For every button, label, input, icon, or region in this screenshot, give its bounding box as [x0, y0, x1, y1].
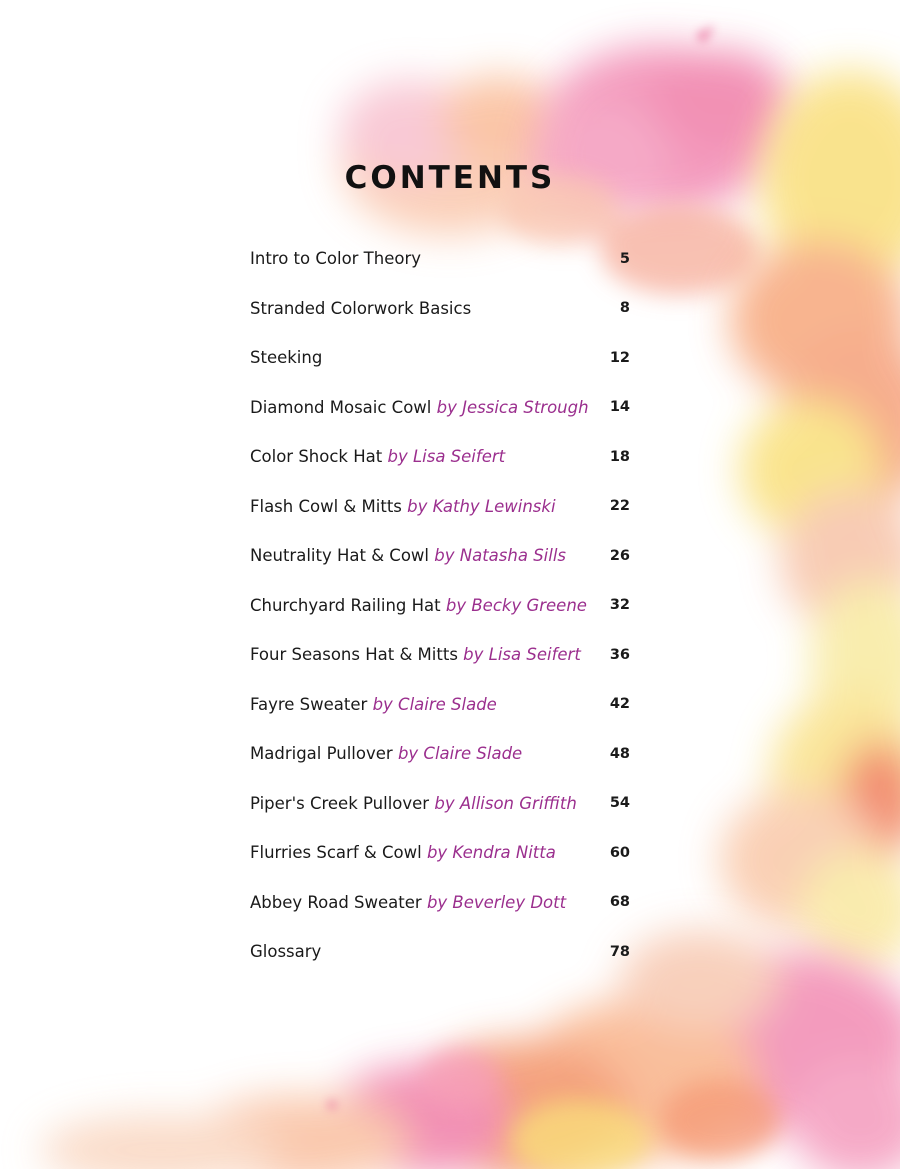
- toc-entry[interactable]: [250, 878, 632, 928]
- toc-entry[interactable]: [250, 482, 632, 532]
- toc-page-number: 68: [609, 894, 630, 911]
- toc-entry-text: [250, 942, 321, 961]
- toc-entry-text: [250, 497, 556, 516]
- toc-page-number: 60: [609, 844, 630, 861]
- toc-entry-author: by Jessica Strough: [436, 397, 589, 417]
- toc-entry-author: by Claire Slade: [397, 744, 523, 764]
- toc-page-number: 12: [609, 349, 630, 366]
- toc-entry-author: by Lisa Seifert: [463, 645, 581, 665]
- toc-entry[interactable]: [250, 680, 632, 730]
- toc-entry-text: [250, 695, 497, 714]
- toc-entry[interactable]: [250, 383, 632, 433]
- toc-entry-text: [250, 893, 566, 912]
- toc-entry[interactable]: [250, 927, 632, 977]
- toc-page-number: 78: [609, 943, 630, 960]
- toc-entry-title: Steeking: [250, 348, 323, 368]
- toc-entry[interactable]: [250, 630, 632, 680]
- toc-entry[interactable]: [250, 284, 632, 334]
- table-of-contents: [250, 234, 632, 977]
- page-title: CONTENTS: [344, 160, 556, 196]
- toc-entry-text: [250, 794, 577, 813]
- toc-entry-text: [250, 843, 556, 862]
- toc-entry-text: [250, 744, 522, 763]
- toc-entry-title: Fayre Sweater: [250, 694, 368, 714]
- toc-entry-title: Piper's Creek Pullover: [250, 793, 430, 813]
- toc-entry-author: by Lisa Seifert: [387, 447, 506, 467]
- toc-entry[interactable]: [250, 581, 632, 631]
- toc-entry-author: by Kendra Nitta: [426, 843, 556, 863]
- toc-entry-title: Color Shock Hat: [250, 447, 383, 467]
- toc-entry-title: Churchyard Railing Hat: [250, 595, 441, 615]
- toc-entry-title: Intro to Color Theory: [250, 249, 422, 269]
- toc-page-number: 26: [609, 547, 630, 564]
- toc-entry-title: Neutrality Hat & Cowl: [250, 546, 430, 566]
- toc-entry-author: by Allison Griffith: [434, 793, 577, 813]
- toc-page-number: 36: [609, 646, 630, 663]
- toc-entry-author: by Kathy Lewinski: [407, 496, 556, 516]
- toc-entry-title: Diamond Mosaic Cowl: [250, 397, 432, 417]
- toc-entry-text: [250, 299, 471, 318]
- toc-entry-text: [250, 596, 587, 615]
- toc-page-number: 14: [609, 399, 630, 416]
- toc-entry-text: [250, 348, 322, 367]
- toc-entry-text: [250, 645, 581, 664]
- toc-entry-text: [250, 249, 421, 268]
- toc-entry[interactable]: [250, 333, 632, 383]
- toc-entry-title: Flurries Scarf & Cowl: [250, 843, 422, 863]
- toc-entry-title: Abbey Road Sweater: [250, 892, 422, 912]
- toc-page-number: 42: [609, 696, 630, 713]
- toc-entry[interactable]: [250, 828, 632, 878]
- toc-entry-title: Stranded Colorwork Basics: [250, 298, 472, 318]
- toc-entry-title: Glossary: [250, 942, 322, 962]
- toc-entry[interactable]: [250, 234, 632, 284]
- toc-entry-author: by Beverley Dott: [426, 892, 567, 912]
- toc-entry-title: Flash Cowl & Mitts: [250, 496, 402, 516]
- toc-entry-title: Four Seasons Hat & Mitts: [250, 645, 458, 665]
- toc-page-number: 32: [609, 597, 630, 614]
- toc-entry[interactable]: [250, 779, 632, 829]
- toc-entry-text: [250, 546, 566, 565]
- toc-page-number: 22: [609, 498, 630, 515]
- toc-page-number: 48: [609, 745, 630, 762]
- toc-page-number: 18: [609, 448, 630, 465]
- toc-entry-title: Madrigal Pullover: [250, 744, 393, 764]
- toc-entry-author: by Claire Slade: [372, 694, 497, 714]
- toc-entry-text: [250, 447, 505, 466]
- toc-entry-author: by Becky Greene: [445, 595, 587, 615]
- toc-page-number: 54: [609, 795, 630, 812]
- toc-entry-author: by Natasha Sills: [434, 546, 567, 566]
- toc-entry[interactable]: [250, 531, 632, 581]
- toc-page-number: 8: [619, 300, 630, 317]
- toc-entry-text: [250, 398, 589, 417]
- toc-entry[interactable]: [250, 432, 632, 482]
- toc-page-number: 5: [619, 250, 630, 267]
- toc-entry[interactable]: [250, 729, 632, 779]
